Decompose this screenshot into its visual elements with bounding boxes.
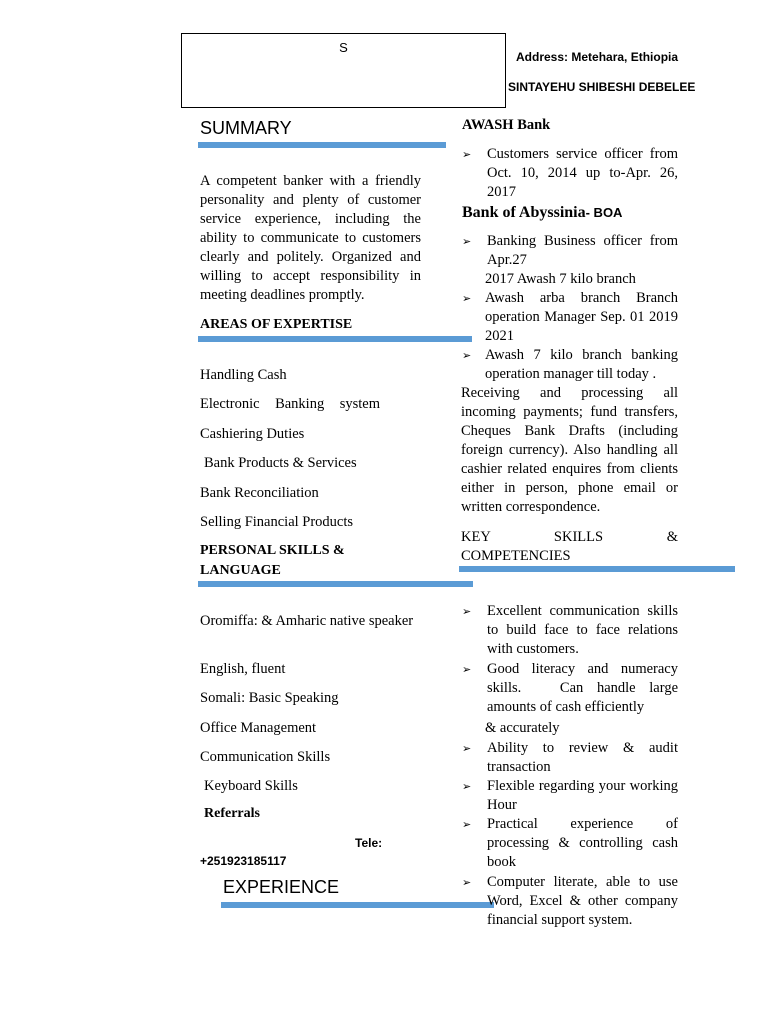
- arrow-bullet-icon: ➢: [462, 818, 472, 831]
- expertise-item: Selling Financial Products: [200, 514, 354, 530]
- photo-placeholder: S: [181, 33, 506, 108]
- arrow-bullet-icon: ➢: [462, 148, 472, 161]
- boa-title-text: Bank of Abyssinia: [462, 204, 586, 221]
- expertise-title: AREAS OF EXPERTISE: [200, 317, 353, 332]
- skill-item: Excellent communication skills to build face to face relations with customers.: [487, 603, 678, 657]
- expertise-item: Bank Products & Services: [204, 455, 357, 471]
- expertise-item: Bank Reconciliation: [200, 485, 319, 501]
- expertise-item: Cashiering Duties: [200, 426, 305, 442]
- personal-title-line1: PERSONAL SKILLS &: [200, 543, 345, 558]
- boa-item-1-line1: Banking Business officer from: [487, 233, 678, 249]
- skills-title-line1: KEY SKILLS &: [461, 529, 678, 545]
- skill-item: Good literacy and numeracy skills. Can handle large amounts of cash efficiently: [487, 661, 678, 715]
- boa-title: [462, 204, 622, 222]
- personal-item: Office Management: [200, 720, 317, 736]
- skills-divider: [459, 566, 735, 572]
- personal-item: Keyboard Skills: [204, 778, 298, 794]
- tele-label: Tele:: [355, 836, 383, 850]
- arrow-bullet-icon: ➢: [462, 292, 472, 305]
- awash-item: Customers service officer from Oct. 10, 2014 up to-Apr. 26, 2017: [487, 146, 678, 200]
- boa-item-2: Awash arba branch Branch operation Manager Sep. 01 2019 2021: [485, 290, 678, 344]
- phone-number: +251923185117: [200, 854, 287, 868]
- boa-item-1-line3: 2017 Awash 7 kilo branch: [485, 271, 636, 287]
- arrow-bullet-icon: ➢: [462, 663, 472, 676]
- skill-item: Ability to review & audit transaction: [487, 740, 678, 775]
- skill-item: Computer literate, able to use Word, Excel & other company financial support system.: [487, 874, 678, 928]
- skills-title-line2: COMPETENCIES: [461, 548, 571, 564]
- experience-divider: [221, 902, 494, 908]
- summary-title: SUMMARY: [200, 118, 292, 138]
- personal-item: English, fluent: [200, 661, 286, 677]
- arrow-bullet-icon: ➢: [462, 605, 472, 618]
- awash-title: AWASH Bank: [462, 117, 551, 133]
- arrow-bullet-icon: ➢: [462, 349, 472, 362]
- boa-item-1-line2: Apr.27: [487, 252, 527, 268]
- boa-description: Receiving and processing all incoming payments; fund transfers, Cheques Bank Drafts (including foreign currency). Also handling all cashier related enquires from clients either in person, phone email or written correspondence.: [461, 385, 678, 515]
- arrow-bullet-icon: ➢: [462, 876, 472, 889]
- arrow-bullet-icon: ➢: [462, 780, 472, 793]
- summary-divider: [198, 142, 446, 148]
- arrow-bullet-icon: ➢: [462, 235, 472, 248]
- personal-item: Communication Skills: [200, 749, 331, 765]
- referrals-title: Referrals: [204, 806, 260, 821]
- candidate-name: SINTAYEHU SHIBESHI DEBELEE: [508, 80, 696, 94]
- experience-title: EXPERIENCE: [223, 877, 340, 897]
- skill-item: Practical experience of processing & controlling cash book: [487, 816, 678, 870]
- expertise-item: Electronic Banking system: [200, 396, 380, 412]
- arrow-bullet-icon: ➢: [462, 742, 472, 755]
- expertise-item: Handling Cash: [200, 367, 287, 383]
- skill-item-continued: & accurately: [485, 720, 560, 736]
- skill-item: Flexible regarding your working Hour: [487, 778, 678, 813]
- boa-item-3: Awash 7 kilo branch banking operation manager till today .: [485, 347, 678, 382]
- personal-title-line2: LANGUAGE: [200, 563, 281, 578]
- expertise-divider: [198, 336, 472, 342]
- personal-item: Oromiffa: & Amharic native speaker: [200, 613, 414, 629]
- personal-item: Somali: Basic Speaking: [200, 690, 339, 706]
- boa-title-suffix: - BOA: [585, 205, 623, 220]
- personal-divider: [198, 581, 473, 587]
- address: Address: Metehara, Ethiopia: [516, 50, 679, 64]
- summary-text: A competent banker with a friendly personality and plenty of customer service experience, including the ability to communicate to customers clearly and politely. Organized and willing to accept responsibility in meeting deadlines promptly.: [200, 173, 421, 303]
